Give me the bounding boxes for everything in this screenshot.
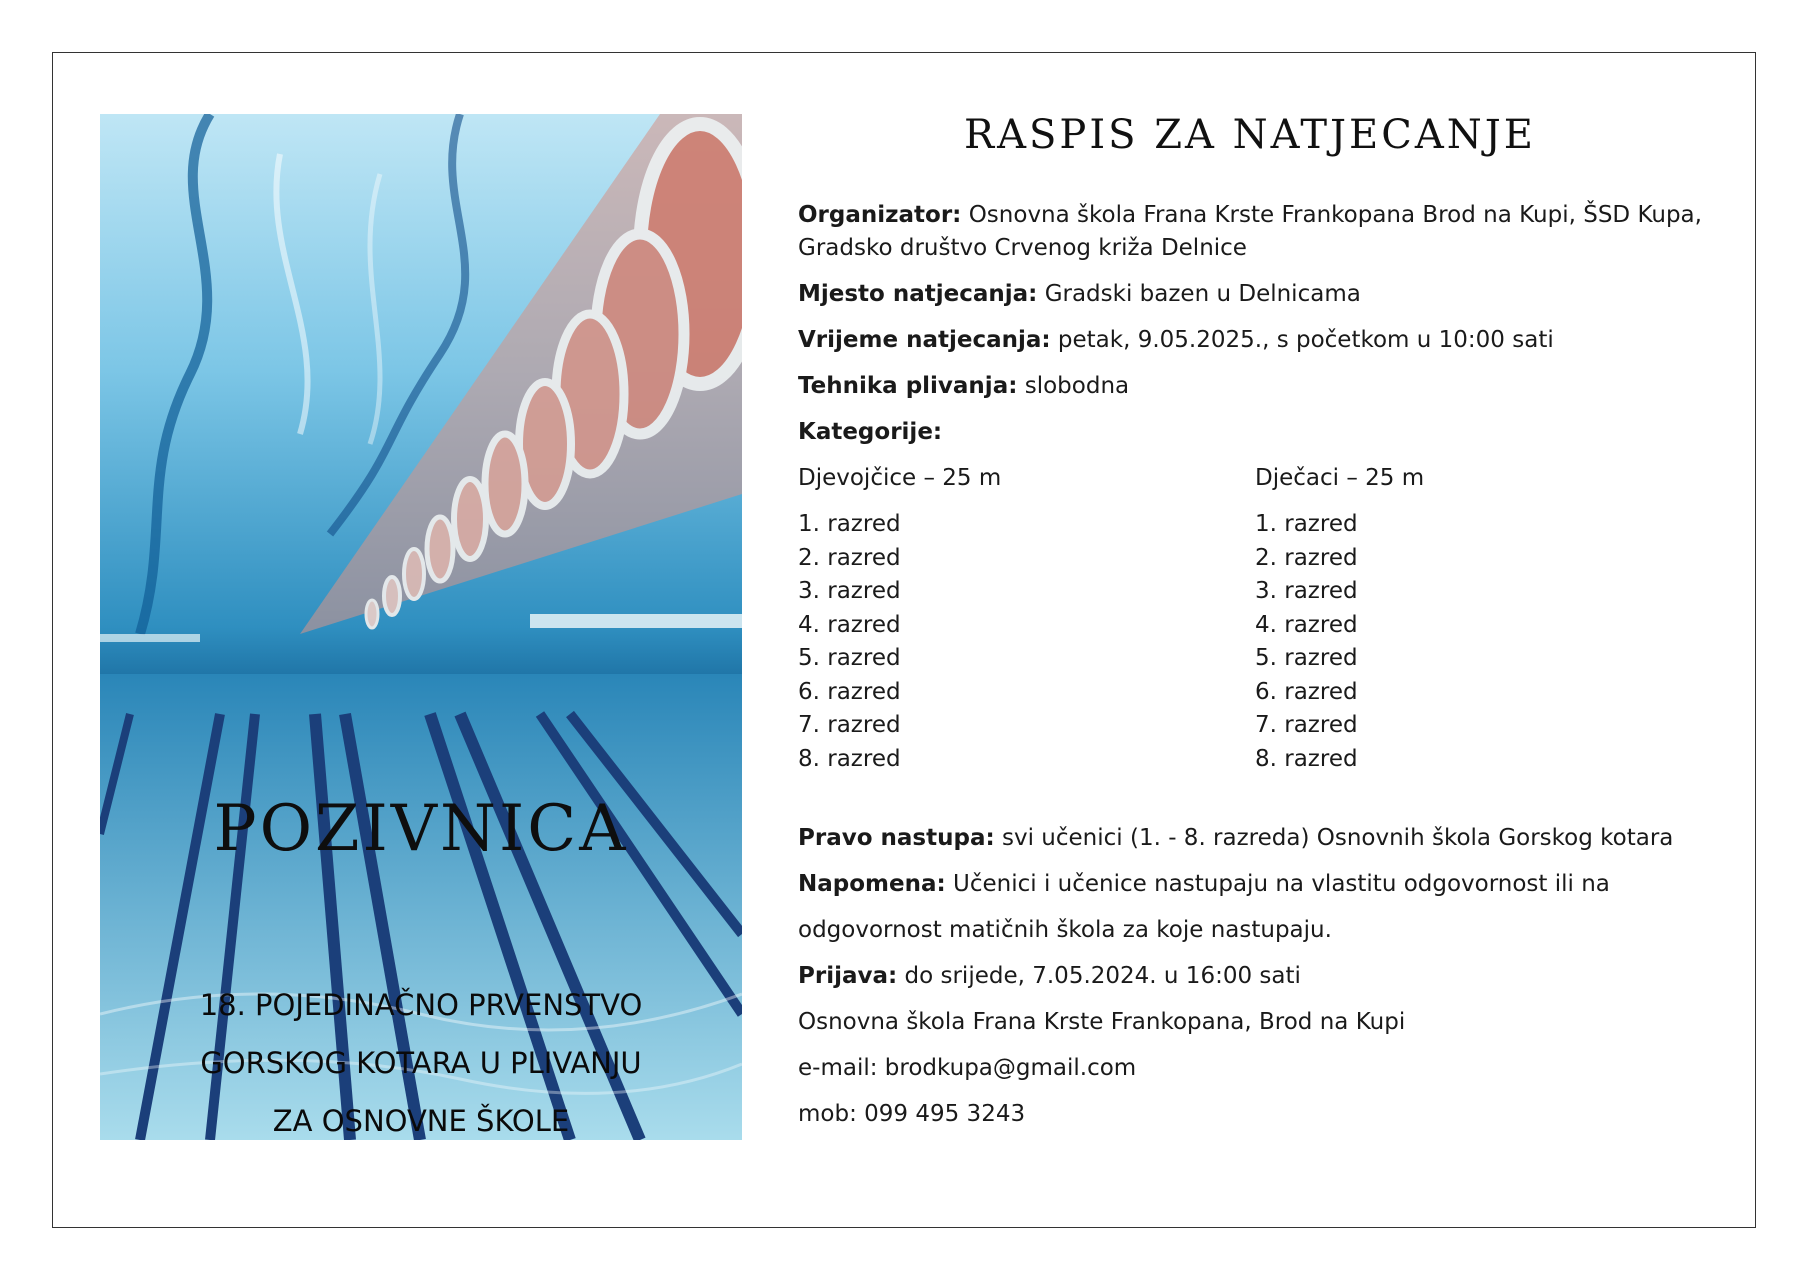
boys-category-header: Dječaci – 25 m: [1255, 465, 1425, 491]
document-title: RASPIS ZA NATJECANJE: [964, 112, 1536, 158]
girls-grade-item: 6. razred: [798, 678, 901, 705]
boys-grade-item: 5. razred: [1255, 645, 1358, 671]
napomena-label: Napomena:: [798, 871, 946, 897]
prijava-label: Prijava:: [798, 963, 898, 989]
contact-school: Osnovna škola Frana Krste Frankopana, Brod na Kupi: [798, 1009, 1406, 1035]
pravo-value: svi učenici (1. - 8. razreda) Osnovnih škola Gorskog kotara: [1001, 825, 1674, 851]
girls-grade-item: 3. razred: [798, 578, 901, 604]
invitation-poster: [100, 114, 742, 1140]
poster-title: POZIVNICA: [213, 792, 629, 866]
organizator-line: [798, 200, 1702, 230]
tehnika-label: Tehnika plivanja:: [798, 373, 1018, 399]
tehnika-value: slobodna: [1024, 373, 1130, 399]
mjesto-line: [798, 279, 1361, 309]
boys-grade-item: 1. razred: [1255, 511, 1358, 537]
girls-grade-item: 7. razred: [798, 712, 901, 738]
mjesto-value: Gradski bazen u Delnicama: [1044, 281, 1361, 307]
far-rope: [100, 634, 200, 642]
girls-grade-item: 2. razred: [798, 544, 901, 571]
pravo-line: [798, 823, 1673, 853]
poster-subtitle-line: 18. POJEDINAČNO PRVENSTVO: [199, 988, 643, 1022]
vrijeme-line: [798, 325, 1554, 355]
far-rope: [530, 614, 742, 628]
boys-grade-item: 4. razred: [1255, 611, 1358, 638]
boys-grade-item: 6. razred: [1255, 678, 1358, 705]
napomena-value: Učenici i učenice nastupaju na vlastitu odgovornost ili na: [953, 871, 1610, 897]
boys-grade-item: 8. razred: [1255, 745, 1358, 772]
organizator-line-2: Gradsko društvo Crvenog križa Delnice: [798, 235, 1247, 261]
vrijeme-label: Vrijeme natjecanja:: [798, 327, 1051, 353]
organizator-label: Organizator:: [798, 202, 962, 228]
prijava-line: [798, 961, 1301, 991]
girls-grade-item: 4. razred: [798, 611, 901, 638]
tehnika-line: [798, 371, 1129, 401]
boys-grade-item: 3. razred: [1255, 578, 1358, 604]
contact-mobile: mob: 099 495 3243: [798, 1101, 1026, 1127]
prijava-value: do srijede, 7.05.2024. u 16:00 sati: [904, 963, 1301, 989]
boys-grade-item: 7. razred: [1255, 712, 1358, 738]
kategorije-label: Kategorije:: [798, 419, 943, 445]
poster-subtitle-line: GORSKOG KOTARA U PLIVANJU: [200, 1046, 642, 1080]
contact-email[interactable]: e-mail: brodkupa@gmail.com: [798, 1055, 1137, 1081]
boys-grade-item: 2. razred: [1255, 544, 1358, 571]
vrijeme-value: petak, 9.05.2025., s početkom u 10:00 sati: [1057, 327, 1554, 353]
pool-illustration: [100, 114, 742, 1140]
girls-grade-item: 1. razred: [798, 511, 901, 537]
napomena-line-2: odgovornost matičnih škola za koje nastupaju.: [798, 917, 1332, 943]
napomena-line: [798, 869, 1610, 899]
girls-grade-item: 8. razred: [798, 745, 901, 772]
girls-grade-item: 5. razred: [798, 645, 901, 671]
girls-category-header: Djevojčice – 25 m: [798, 465, 1002, 491]
poster-subtitle-line: ZA OSNOVNE ŠKOLE: [272, 1104, 570, 1138]
organizator-value: Osnovna škola Frana Krste Frankopana Brod na Kupi, ŠSD Kupa,: [968, 202, 1702, 228]
pravo-label: Pravo nastupa:: [798, 825, 995, 851]
mjesto-label: Mjesto natjecanja:: [798, 281, 1038, 307]
